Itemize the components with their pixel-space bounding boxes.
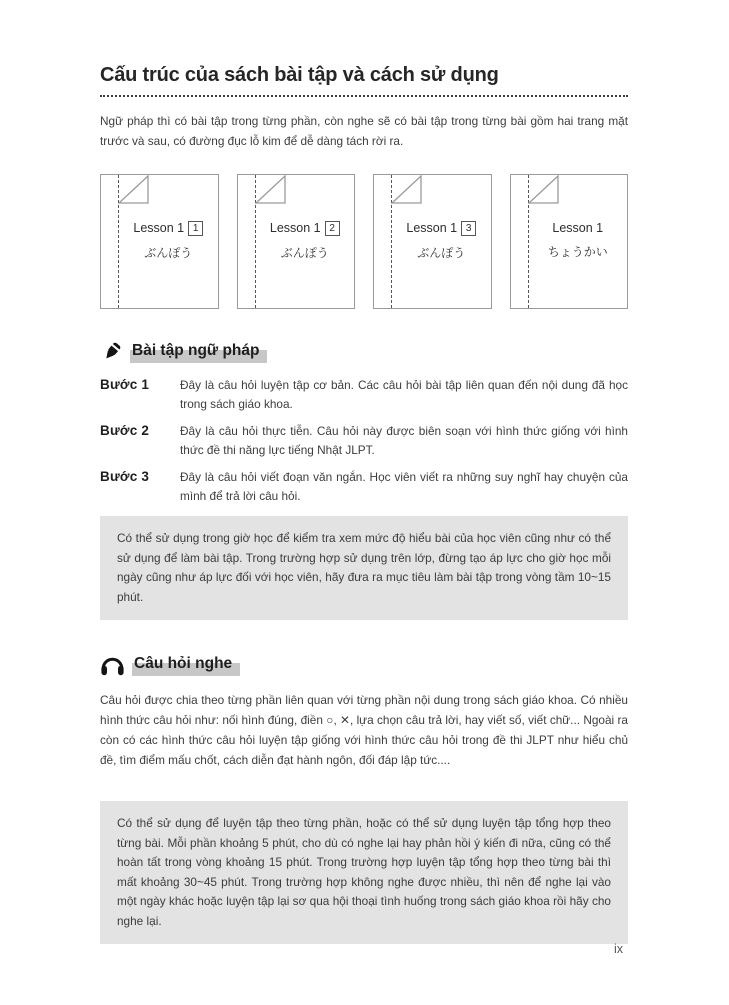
grammar-note-box: Có thể sử dụng trong giờ học để kiểm tra xem mức độ hiểu bài của học viên cũng như có thể sử dụng để làm bài tập. Trong trường hợp sử dụng trên lớp, đừng tạo áp lực cho giờ học mỗi ngày cũng như áp lực đối với học viên, hãy đưa ra mục tiêu làm bài tập trong vòng tầm 10~15 phút. [100, 516, 628, 620]
intro-paragraph: Ngữ pháp thì có bài tập trong từng phần, còn nghe sẽ có bài tập trong từng bài gồm hai trang mặt trước và sau, có đường đục lỗ kim để dễ dàng tách rời ra. [100, 114, 628, 148]
step-row-1 [100, 376, 628, 413]
step-label: Bước 3 [100, 469, 150, 484]
lesson-card-4 [510, 174, 629, 309]
grammar-section-header [100, 340, 628, 363]
folded-corner-icon [118, 174, 151, 205]
step-text: Đây là câu hỏi luyện tập cơ bản. Các câu hỏi bài tập liên quan đến nội dung đã học trong sách giáo khoa. [180, 378, 628, 411]
headphones-icon [100, 655, 125, 676]
listening-paragraph: Câu hỏi được chia theo từng phần liên quan với từng phần nội dung trong sách giáo khoa. Có nhiều hình thức câu hỏi như: nối hình đúng, điền ○, ✕, lựa chọn câu trả lời, hay viết số, viết chữ... Ngoài ra còn có các hình thức câu hỏi luyện tập giống với hình thức câu hỏi trong đề thi JLPT như hiểu chủ đề, tìm điểm mấu chốt, cách diễn đạt hành ngôn, đối đáp lập tức.... [100, 693, 628, 767]
step-label: Bước 2 [100, 423, 150, 438]
lesson-card-subtitle: ぶんぽう [280, 246, 329, 260]
lesson-card-title: Lesson 1 [552, 221, 604, 235]
marker-pen-icon [100, 340, 123, 363]
lesson-card-2 [237, 174, 356, 309]
page-title: Cấu trúc của sách bài tập và cách sử dụng [100, 62, 628, 97]
lesson-card-subtitle: ぶんぽう [144, 246, 193, 260]
listening-note-box: Có thể sử dụng để luyện tập theo từng phần, hoặc có thể sử dụng luyện tập tổng hợp theo từng bài. Mỗi phần khoảng 5 phút, cho dù có nghe lại hay phản hồi ý kiến đi nữa, cũng có thể hoàn tất trong vòng khoảng 15 phút. Trong trường hợp luyện tập tổng hợp theo từng bài thì mất khoảng 30~45 phút. Trong trường hợp không nghe được nhiều, thì nên để nghe lại vào một ngày khác hoặc luyện tập lại sơ qua hội thoại tình huống trong sách giáo khoa rồi hãy cho nghe lại. [100, 801, 628, 944]
lesson-card-subtitle: ぶんぽう [417, 246, 466, 260]
lesson-card-1 [100, 174, 219, 309]
step-text: Đây là câu hỏi thực tiễn. Câu hỏi này được biên soạn với hình thức giống với hình thức đề thi năng lực tiếng Nhật JLPT. [180, 424, 628, 457]
page-content [100, 0, 628, 944]
step-label: Bước 1 [100, 377, 150, 392]
lesson-card-title: Lesson 1 2 [256, 221, 355, 236]
listening-section-title: Câu hỏi nghe [132, 654, 240, 676]
lesson-card-title: Lesson 1 1 [119, 221, 218, 236]
step-row-3 [100, 468, 628, 505]
step-row-2 [100, 422, 628, 459]
lesson-number-box: 2 [325, 221, 340, 236]
step-text: Đây là câu hỏi viết đoạn văn ngắn. Học viên viết ra những suy nghĩ hay chuyện của mình để trả lời câu hỏi. [180, 470, 628, 503]
lesson-card-subtitle: ちょうかい [547, 245, 608, 259]
folded-corner-icon [528, 174, 561, 205]
grammar-steps [100, 376, 628, 505]
folded-corner-icon [255, 174, 288, 205]
listening-section-header [100, 654, 628, 676]
folded-corner-icon [391, 174, 424, 205]
lesson-number-box: 1 [188, 221, 203, 236]
grammar-section-title: Bài tập ngữ pháp [130, 341, 267, 363]
page-number: ix [614, 942, 624, 956]
lesson-cards-row [100, 174, 628, 309]
lesson-card-3 [373, 174, 492, 309]
lesson-card-title: Lesson 1 3 [392, 221, 491, 236]
lesson-number-box: 3 [461, 221, 476, 236]
